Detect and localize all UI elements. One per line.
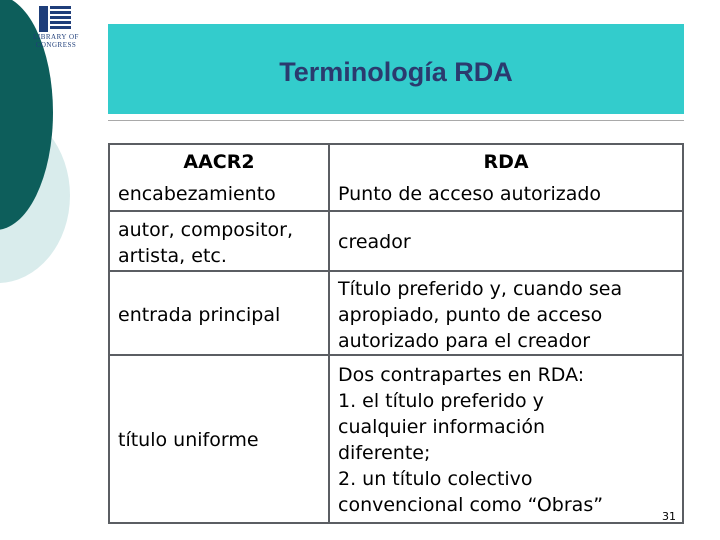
row-3-aacr2: entrada principal — [118, 304, 281, 326]
logo-text-line-1: LIBRARY OF — [33, 33, 79, 41]
row-4-aacr2-cell — [108, 356, 330, 524]
logo-text-line-2: CONGRESS — [35, 40, 77, 49]
row-4-aacr2: título uniforme — [118, 429, 259, 451]
row-4-rda-line-4: diferente; — [338, 442, 431, 464]
row-4-rda-line-6: convencional como “Obras” — [338, 494, 604, 516]
header-cell-rda — [330, 143, 684, 180]
title-divider — [108, 120, 684, 121]
row-2-aacr2-line-2: artista, etc. — [118, 245, 227, 267]
row-3-rda-line-1: Título preferido y, cuando sea — [338, 278, 623, 300]
row-4-rda-line-2: 1. el título preferido y — [338, 390, 544, 412]
row-3-rda-line-3: autorizado para el creador — [338, 330, 591, 352]
header-aacr2: AACR2 — [183, 151, 255, 173]
row-1-rda: Punto de acceso autorizado — [338, 183, 602, 205]
row-4-rda-line-5: 2. un título colectivo — [338, 468, 533, 490]
row-2-aacr2-cell — [108, 212, 330, 272]
library-of-congress-logo — [30, 6, 80, 56]
row-4-rda-line-1: Dos contrapartes en RDA: — [338, 364, 585, 386]
row-2-rda-cell — [330, 212, 684, 272]
row-1-aacr2: encabezamiento — [118, 183, 276, 205]
row-1-rda-cell — [330, 178, 684, 212]
row-2-aacr2-line-1: autor, compositor, — [118, 219, 294, 241]
logo-mark-icon — [39, 6, 71, 32]
slide-number: 31 — [662, 510, 676, 523]
slide-title: Terminología RDA — [279, 57, 513, 87]
row-4-rda-line-3: cualquier información — [338, 416, 545, 438]
header-cell-aacr2 — [108, 143, 330, 180]
header-rda: RDA — [483, 151, 529, 173]
row-3-rda-line-2: apropiado, punto de acceso — [338, 304, 603, 326]
row-3-aacr2-cell — [108, 272, 330, 356]
row-1-aacr2-cell — [108, 178, 330, 212]
row-4-rda-cell — [330, 356, 684, 524]
title-banner — [108, 24, 684, 114]
row-3-rda-cell — [330, 272, 684, 356]
logo-text — [30, 34, 82, 49]
row-2-rda: creador — [338, 231, 411, 253]
